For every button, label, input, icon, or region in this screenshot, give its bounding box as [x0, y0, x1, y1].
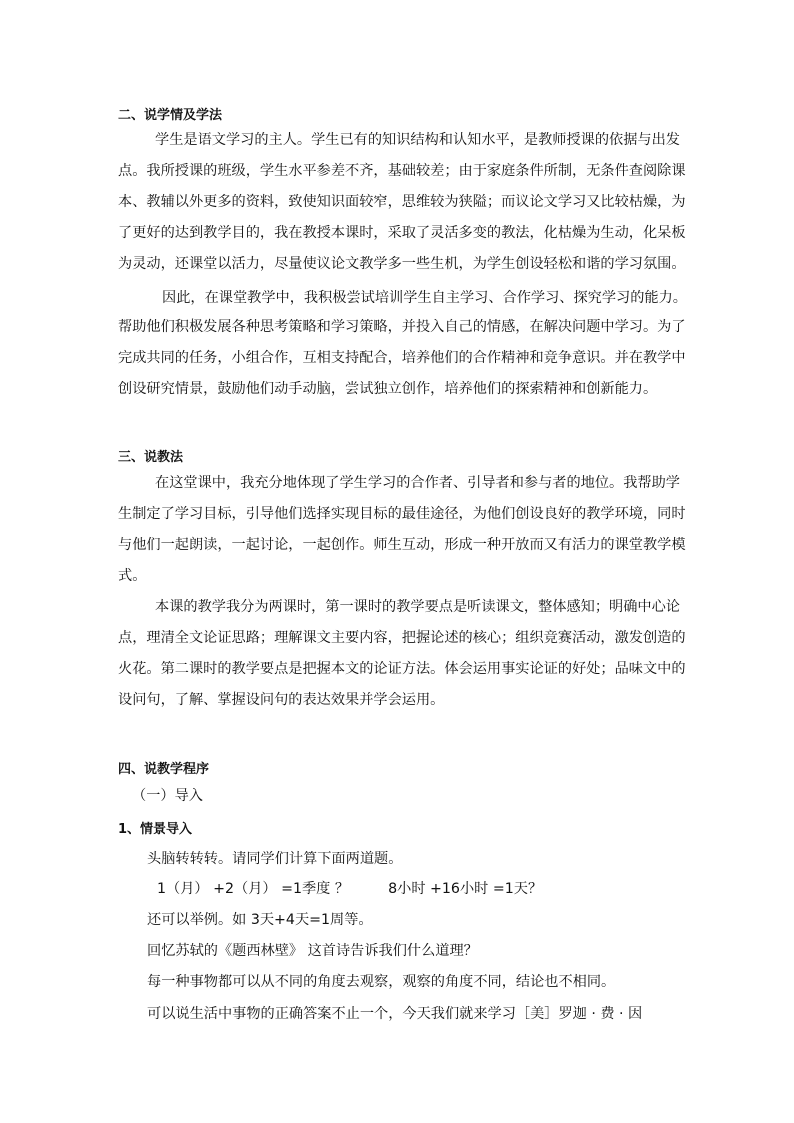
paragraph-line: 本、教辅以外更多的资料，致使知识面较窄，思维较为狭隘；而议论文学习又比较枯燥，为 [118, 194, 686, 210]
paragraph-line: 了更好的达到教学目的，我在教授本课时，采取了灵活多变的教法，化枯燥为生动，化呆板 [118, 225, 686, 241]
paragraph-line: 生制定了学习目标，引导他们选择实现目标的最佳途径，为他们创设良好的教学环境，同时 [118, 506, 686, 522]
paragraph-line: 本课的教学我分为两课时，第一课时的教学要点是听读课文，整体感知；明确中心论 [155, 599, 680, 615]
paragraph-line: 为灵动，还课堂以活力，尽量使议论文教学多一些生机，为学生创设轻松和谐的学习氛围。 [118, 256, 686, 272]
section-heading-2: 二、说学情及学法 [118, 108, 223, 123]
section-heading-4: 四、说教学程序 [118, 762, 210, 777]
paragraph-line: 头脑转转转。请同学们计算下面两道题。 [147, 851, 403, 867]
paragraph-line: 火花。第二课时的教学要点是把握本文的论证方法。体会运用事实论证的好处；品味文中的 [118, 661, 686, 677]
paragraph-line: 帮助他们积极发展各种思考策略和学习策略，并投入自己的情感，在解决问题中学习。为了 [118, 319, 686, 335]
paragraph-line: 还可以举例。如 3天+4天=1周等。 [147, 912, 373, 928]
paragraph-line: 创设研究情景，鼓励他们动手动脑，尝试独立创作，培养他们的探索精神和创新能力。 [118, 381, 658, 397]
section-heading-3: 三、说教法 [118, 450, 184, 465]
subsection-heading: （一）导入 [132, 788, 203, 804]
paragraph-line: 完成共同的任务，小组合作，互相支持配合，培养他们的合作精神和竞争意识。并在教学中 [118, 350, 686, 366]
paragraph-line: 每一种事物都可以从不同的角度去观察，观察的角度不同，结论也不相同。 [147, 974, 616, 990]
paragraph-line: 点，理清全文论证思路；理解课文主要内容，把握论述的核心；组织竞赛活动，激发创造的 [118, 630, 686, 646]
calculation-line [157, 880, 542, 898]
paragraph-line: 与他们一起朗读，一起讨论，一起创作。师生互动，形成一种开放而又有活力的课堂教学模 [118, 537, 686, 553]
paragraph-line: 在这堂课中，我充分地体现了学生学习的合作者、引导者和参与者的地位。我帮助学 [155, 475, 680, 491]
paragraph-line: 学生是语文学习的主人。学生已有的知识结构和认知水平，是教师授课的依据与出发 [155, 132, 680, 148]
item-heading: 1、情景导入 [118, 822, 193, 837]
paragraph-line: 回忆苏轼的《题西林壁》 这首诗告诉我们什么道理？ [147, 943, 478, 959]
paragraph-line: 点。我所授课的班级，学生水平参差不齐，基础较差；由于家庭条件所制，无条件查阅除课 [118, 163, 686, 179]
paragraph-line: 式。 [118, 568, 147, 584]
calc-left: 1（月） +2（月） =1季度 ？ [157, 881, 350, 897]
calc-right: 8小时 +16小时 =1天？ [388, 881, 543, 897]
paragraph-line: 可以说生活中事物的正确答案不止一个，今天我们就来学习［美］罗迦 · 费 · 因 [147, 1006, 643, 1022]
paragraph-line: 设问句，了解、掌握设问句的表达效果并学会运用。 [118, 692, 445, 708]
paragraph-line: 因此，在课堂教学中，我积极尝试培训学生自主学习、合作学习、探究学习的能力。 [162, 290, 687, 306]
